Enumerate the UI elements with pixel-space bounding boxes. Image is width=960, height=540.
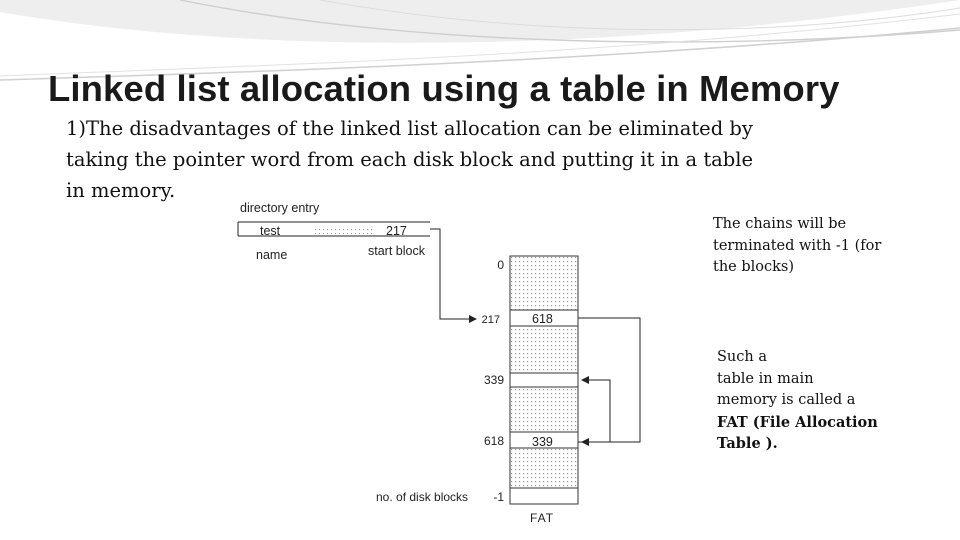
directory-entry-label: directory entry [240,201,320,215]
file-name-value: test [260,224,281,238]
fat-cell-618: 618 [532,312,553,326]
fat-note-line-1: Such a [717,349,767,365]
chains-note-line-2: terminated with -1 (for [713,237,882,254]
chains-note-line-1: The chains will be [713,216,847,232]
no-disk-blocks-label: no. of disk blocks [376,490,469,504]
body-line-3: in memory. [66,179,176,202]
index-618: 618 [483,434,504,448]
fat-note-bold-line-1: FAT (File Allocation [717,413,878,431]
fat-note [717,347,878,455]
start-block-label: start block [368,244,425,258]
fat-note-bold-line-2: Table ). [717,435,778,452]
slide-title: Linked list allocation using a table in Memory [48,68,840,109]
fat-diagram [218,188,650,538]
fat-label: FAT [530,511,555,525]
body-line-1: 1)The disadvantages of the linked list allocation can be eliminated by [66,117,753,140]
fat-cell-339: 339 [532,435,553,449]
name-label: name [256,248,288,262]
body-line-2: taking the pointer word from each disk block and putting it in a table [66,148,754,171]
fat-note-line-3: memory is called a [717,392,856,408]
chains-note-line-3: the blocks) [713,259,795,275]
fat-note-line-2: table in main [717,370,814,387]
chains-note [713,214,881,279]
index-0: 0 [497,258,504,272]
start-block-value: 217 [386,224,407,238]
index-217: 217 [481,314,500,326]
index-last: -1 [493,490,504,504]
index-339: 339 [483,373,504,387]
